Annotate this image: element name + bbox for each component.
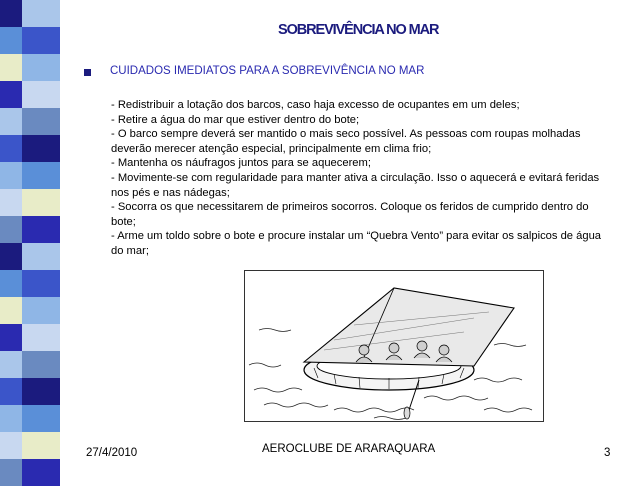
stripe-tile [22, 81, 60, 108]
stripe-tile [0, 216, 22, 243]
list-item: - Movimente-se com regularidade para manter ativa a circulação. Isso o aquecerá e evitará feridas nos pés e nas nádegas; [111, 171, 600, 199]
stripe-tile [22, 405, 60, 432]
stripe-tile [22, 297, 60, 324]
stripe-tile [22, 432, 60, 459]
stripe-tile [0, 108, 22, 135]
stripe-tile [22, 324, 60, 351]
footer-date: 27/4/2010 [86, 447, 138, 459]
stripe-tile [0, 135, 22, 162]
stripe-tile [22, 108, 60, 135]
stripe-tile [22, 459, 60, 486]
list-item: - Redistribuir a lotação dos barcos, caso haja excesso de ocupantes em um deles; [111, 99, 520, 111]
instructions-list [111, 98, 616, 259]
bullet-square-icon [84, 69, 91, 76]
list-item: - Socorra os que necessitarem de primeiros socorros. Coloque os feridos de cumprido dentro do bote; [111, 201, 589, 228]
stripe-tile [0, 162, 22, 189]
section-heading: CUIDADOS IMEDIATOS PARA A SOBREVIVÊNCIA NO MAR [110, 65, 425, 77]
stripe-tile [22, 162, 60, 189]
list-item: - Retire a água do mar que estiver dentro do bote; [111, 113, 360, 126]
stripe-tile [0, 351, 22, 378]
stripe-tile [0, 270, 22, 297]
life-raft-illustration [244, 270, 544, 422]
stripe-tile [0, 243, 22, 270]
stripe-tile [22, 378, 60, 405]
stripe-tile [0, 459, 22, 486]
stripe-tile [0, 0, 22, 27]
stripe-tile [22, 243, 60, 270]
stripe-tile [0, 189, 22, 216]
stripe-tile [22, 0, 60, 27]
stripe-tile [0, 27, 22, 54]
slide-title: SOBREVIVÊNCIA NO MAR [278, 22, 439, 38]
stripe-tile [22, 135, 60, 162]
stripe-tile [0, 378, 22, 405]
footer-page-number: 3 [604, 447, 611, 459]
stripe-tile [22, 189, 60, 216]
stripe-tile [0, 405, 22, 432]
stripe-tile [22, 27, 60, 54]
stripe-tile [22, 270, 60, 297]
list-item: - O barco sempre deverá ser mantido o mais seco possível. As pessoas com roupas molhadas deverão merecer atenção especial, principalmente em clima frio; [111, 128, 581, 155]
stripe-tile [0, 324, 22, 351]
stripe-tile [0, 297, 22, 324]
stripe-tile [22, 216, 60, 243]
stripe-tile [0, 432, 22, 459]
list-item: - Mantenha os náufragos juntos para se aquecerem; [111, 157, 371, 170]
list-item: - Arme um toldo sobre o bote e procure instalar um “Quebra Vento” para evitar os salpicos de água do mar; [111, 230, 602, 257]
stripe-tile [0, 54, 22, 81]
left-decorative-stripe [0, 0, 60, 479]
stripe-tile [22, 351, 60, 378]
stripe-tile [0, 81, 22, 108]
stripe-divider [60, 0, 64, 479]
stripe-tile [22, 54, 60, 81]
footer-organization: AEROCLUBE DE ARARAQUARA [262, 443, 436, 455]
